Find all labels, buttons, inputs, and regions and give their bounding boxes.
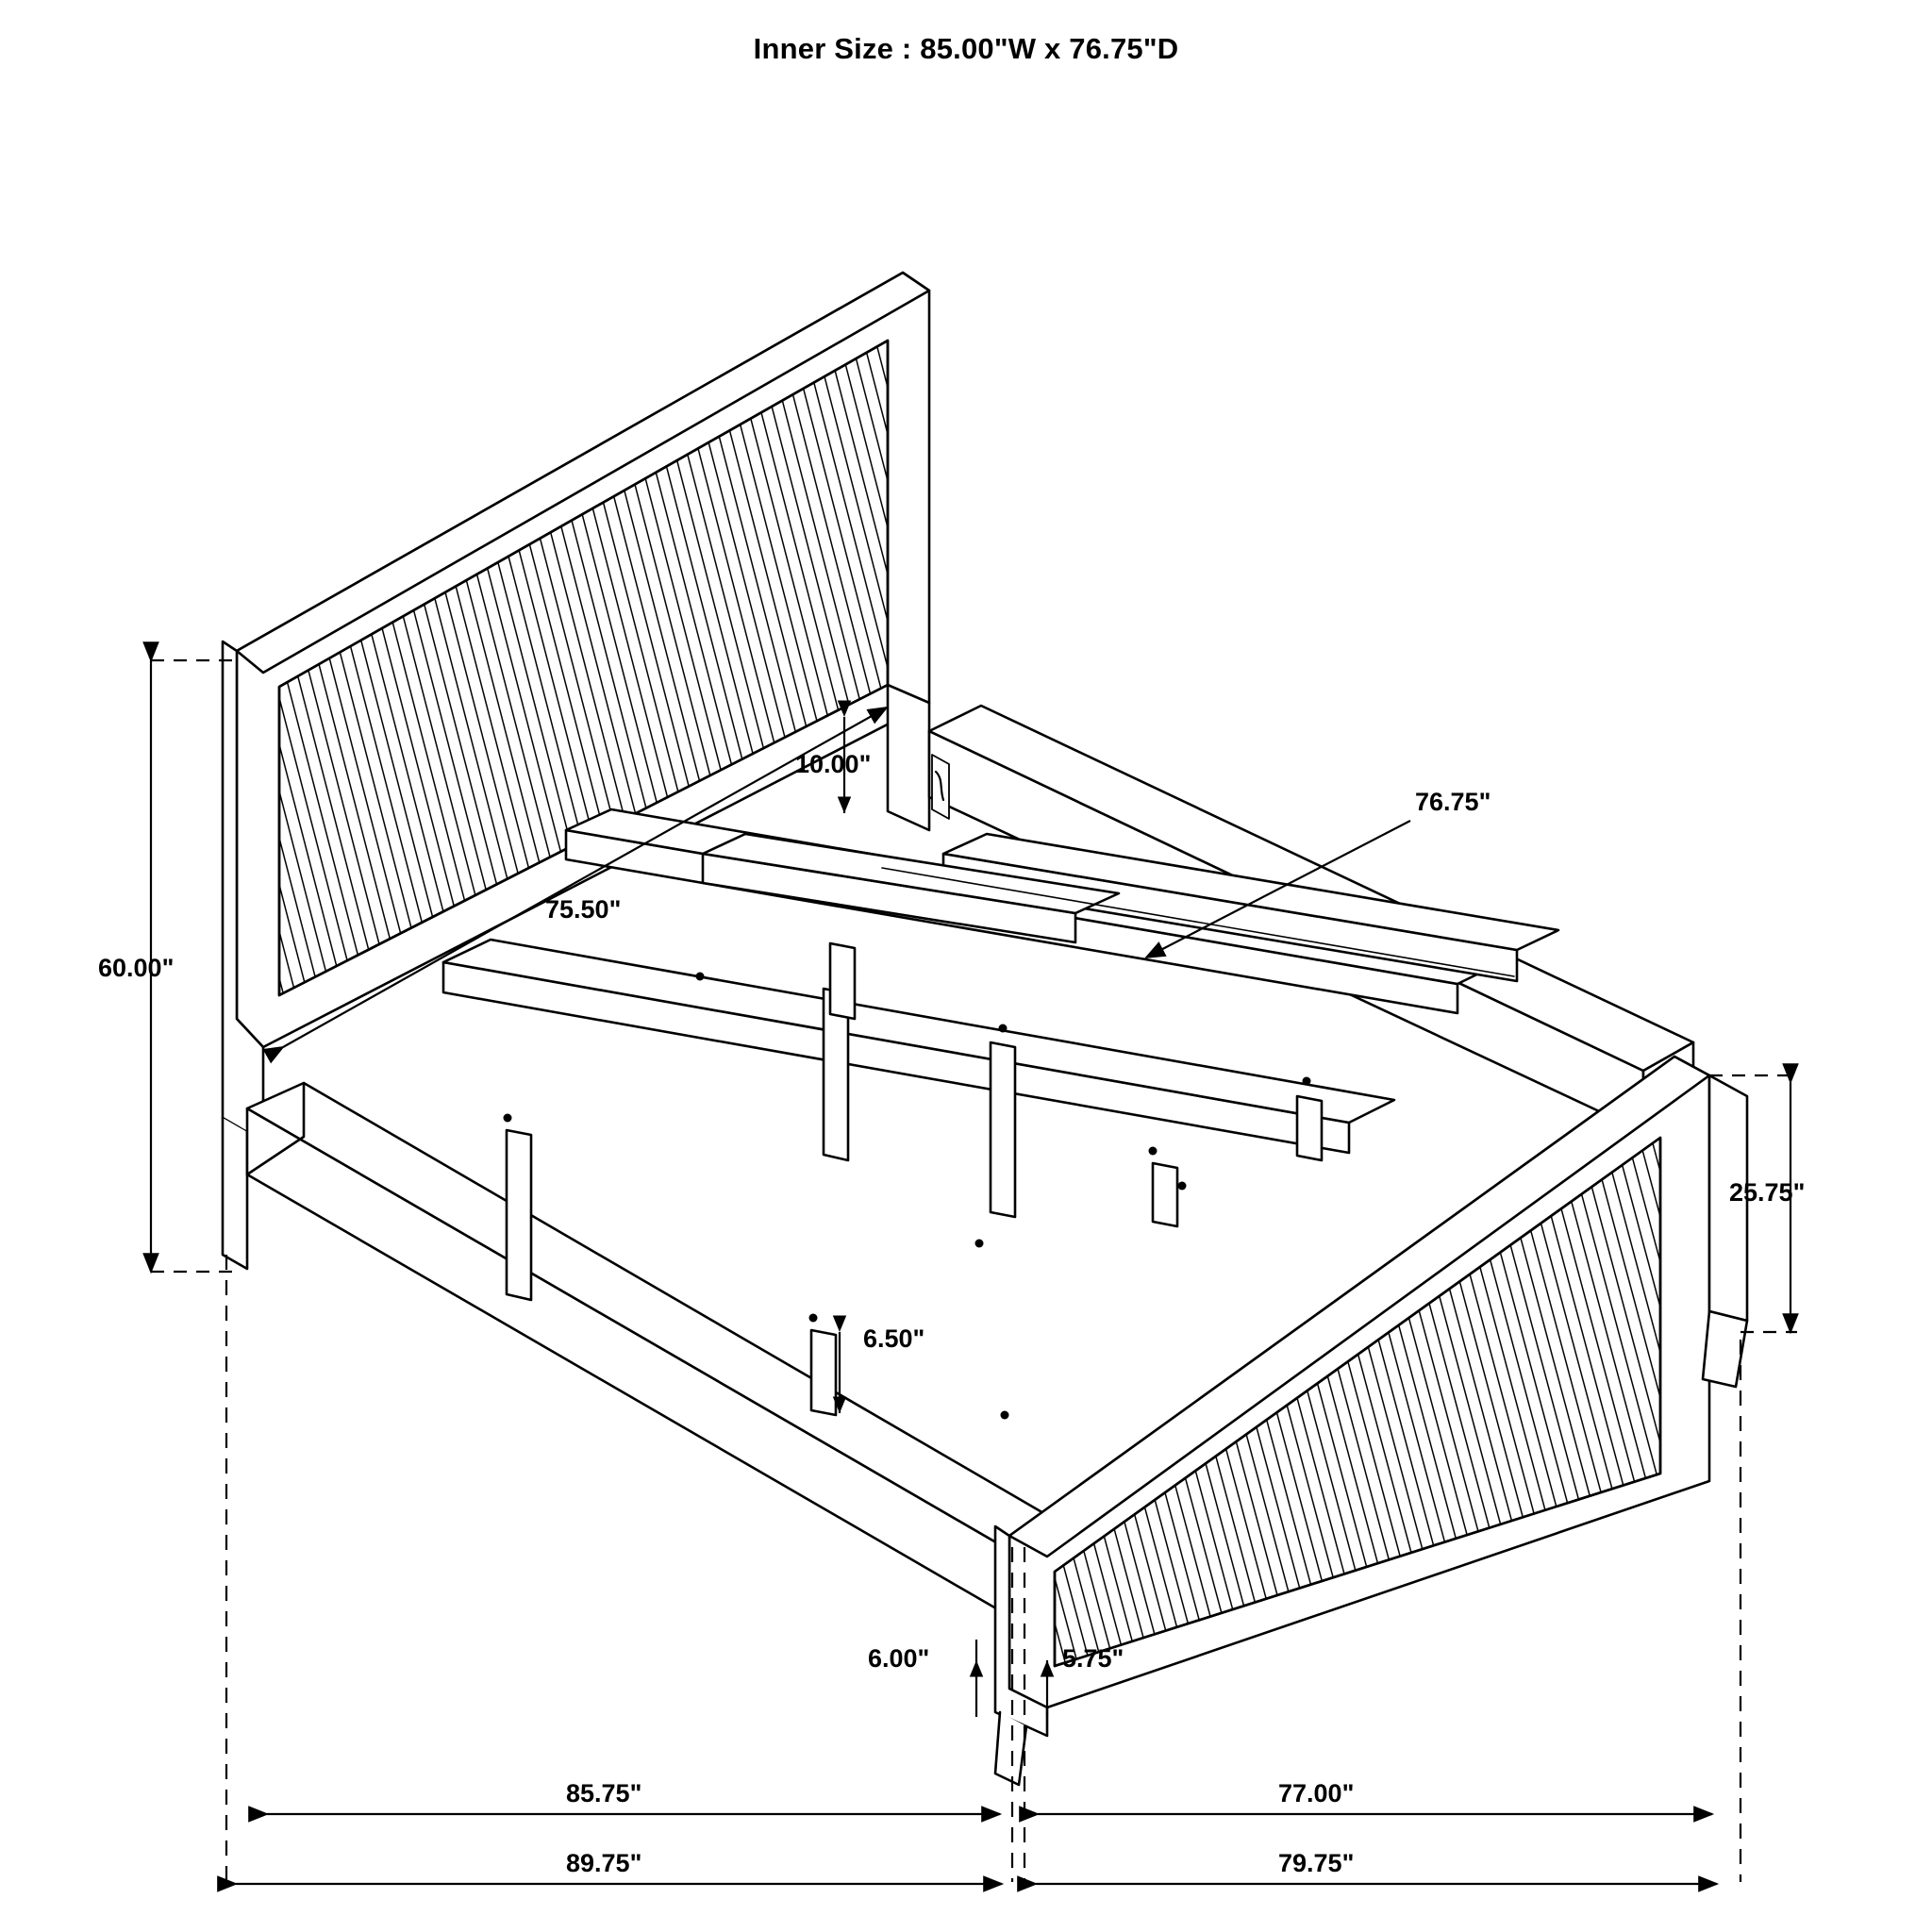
dimension-label-clearance-right: 5.75" [1062, 1644, 1124, 1673]
dimension-label-overall-width-outer: 79.75" [1278, 1849, 1355, 1877]
dimension-label-slat-height: 6.50" [863, 1324, 925, 1353]
dimension-label-headboard-height: 60.00" [98, 954, 175, 982]
dimension-label-clearance-left: 6.00" [868, 1644, 930, 1673]
dimension-label-inner-depth: 76.75" [1415, 788, 1491, 816]
dimension-label-overall-width-inner: 77.00" [1278, 1779, 1355, 1807]
page-title: Inner Size : 85.00"W x 76.75"D [753, 32, 1179, 65]
dimension-label-overall-length-inner: 85.75" [566, 1779, 642, 1807]
dimension-label-headboard-to-rail: 10.00" [795, 750, 872, 778]
dimension-label-footboard-height: 25.75" [1729, 1178, 1806, 1207]
dimension-label-overall-length-outer: 89.75" [566, 1849, 642, 1877]
dimension-label-inner-width: 75.50" [545, 895, 622, 924]
